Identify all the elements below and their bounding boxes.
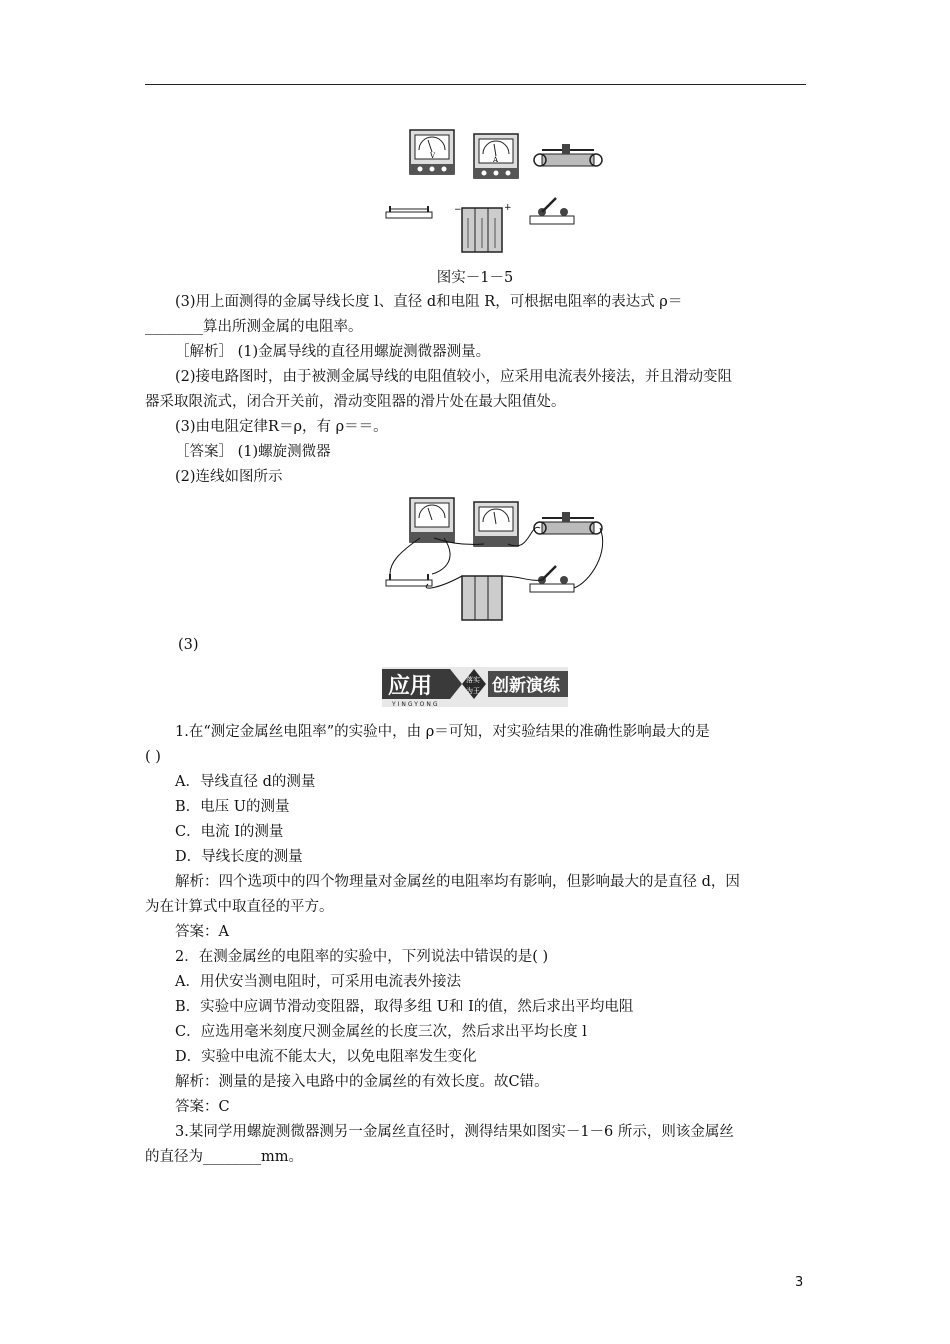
metal-wire-icon [386,206,432,218]
battery-icon [454,203,512,252]
answer-line1: ［答案］ (1)螺旋测微器 [175,444,331,460]
answer-line3: (3) [178,637,199,653]
q1-stem-line2: ( ) [145,749,161,765]
q3-prompt-line1: (3)用上面测得的金属导线长度 l、直径 d和电阻 R，可根据电阻率的表达式 ρ＝ [175,294,683,310]
svg-text:A: A [493,156,499,164]
analysis-p2b: 器采取限流式，闭合开关前，滑动变阻器的滑片处在最大阻值处。 [145,394,566,410]
q2-option-d: D．实验中电流不能太大，以免电阻率发生变化 [175,1049,477,1065]
circuit-figure [380,492,610,624]
rheostat-icon [534,512,602,534]
answer-line2: (2)连线如图所示 [175,469,283,485]
analysis-p1: ［解析］ (1)金属导线的直径用螺旋测微器测量。 [175,344,491,360]
q3-prompt-line2: ________算出所测金属的电阻率。 [145,319,363,335]
banner-right: 创新演练 [492,676,560,696]
banner-small-top: 落实 [466,676,480,684]
q1-option-b: B．电压 U的测量 [175,799,290,815]
q1-analysis-line1: 解析：四个选项中的四个物理量对金属丝的电阻率均有影响，但影响最大的是直径 d，因 [175,874,740,890]
q1-option-a: A．导线直径 d的测量 [175,774,316,790]
q1-analysis-line2: 为在计算式中取直径的平方。 [145,899,334,915]
banner-small-bottom: 为王 [466,687,480,695]
voltmeter-icon [410,498,454,542]
voltmeter-icon [410,130,454,174]
banner-main: 应用 [388,674,433,699]
q2-option-a: A．用伏安当测电阻时，可采用电流表外接法 [175,974,461,990]
q1-answer: 答案：A [175,924,229,940]
application-banner [382,667,568,707]
q2-option-c: C．应选用毫米刻度尺测金属丝的长度三次，然后求出平均长度 l [175,1024,587,1040]
q3-stem-line2: 的直径为________mm。 [145,1149,303,1165]
svg-text:+: + [504,203,512,213]
header-rule [145,84,806,85]
ammeter-icon [474,502,518,546]
ammeter-icon [474,134,518,178]
figure-caption: 图实－1－5 [436,270,514,286]
q1-stem-line1: 1.在“测定金属丝电阻率”的实验中，由 ρ＝可知，对实验结果的准确性影响最大的是 [175,724,710,740]
switch-icon [530,566,574,592]
rheostat-icon [534,144,602,166]
q3-stem-line1: 3.某同学用螺旋测微器测另一金属丝直径时，测得结果如图实－1－6 所示，则该金属丝 [175,1124,734,1140]
metal-wire-icon [386,574,432,586]
battery-icon [462,576,502,620]
svg-text:−: − [454,205,462,215]
svg-text:V: V [430,152,436,160]
analysis-p2a: (2)接电路图时，由于被测金属导线的电阻值较小，应采用电流表外接法，并且滑动变阻 [175,369,733,385]
q2-answer: 答案：C [175,1099,230,1115]
q1-option-d: D．导线长度的测量 [175,849,303,865]
page-number: 3 [795,1275,804,1290]
q2-option-b: B．实验中应调节滑动变阻器，取得多组 U和 I的值，然后求出平均电阻 [175,999,634,1015]
apparatus-figure [380,124,610,254]
q2-stem: 2．在测金属丝的电阻率的实验中，下列说法中错误的是( ) [175,949,549,965]
q2-analysis: 解析：测量的是接入电路中的金属丝的有效长度。故C错。 [175,1074,549,1090]
q1-option-c: C．电流 I的测量 [175,824,284,840]
switch-icon [530,198,574,224]
analysis-p3: (3)由电阻定律R＝ρ，有 ρ＝＝。 [175,419,388,435]
banner-pinyin: YINGYONG [392,701,440,707]
